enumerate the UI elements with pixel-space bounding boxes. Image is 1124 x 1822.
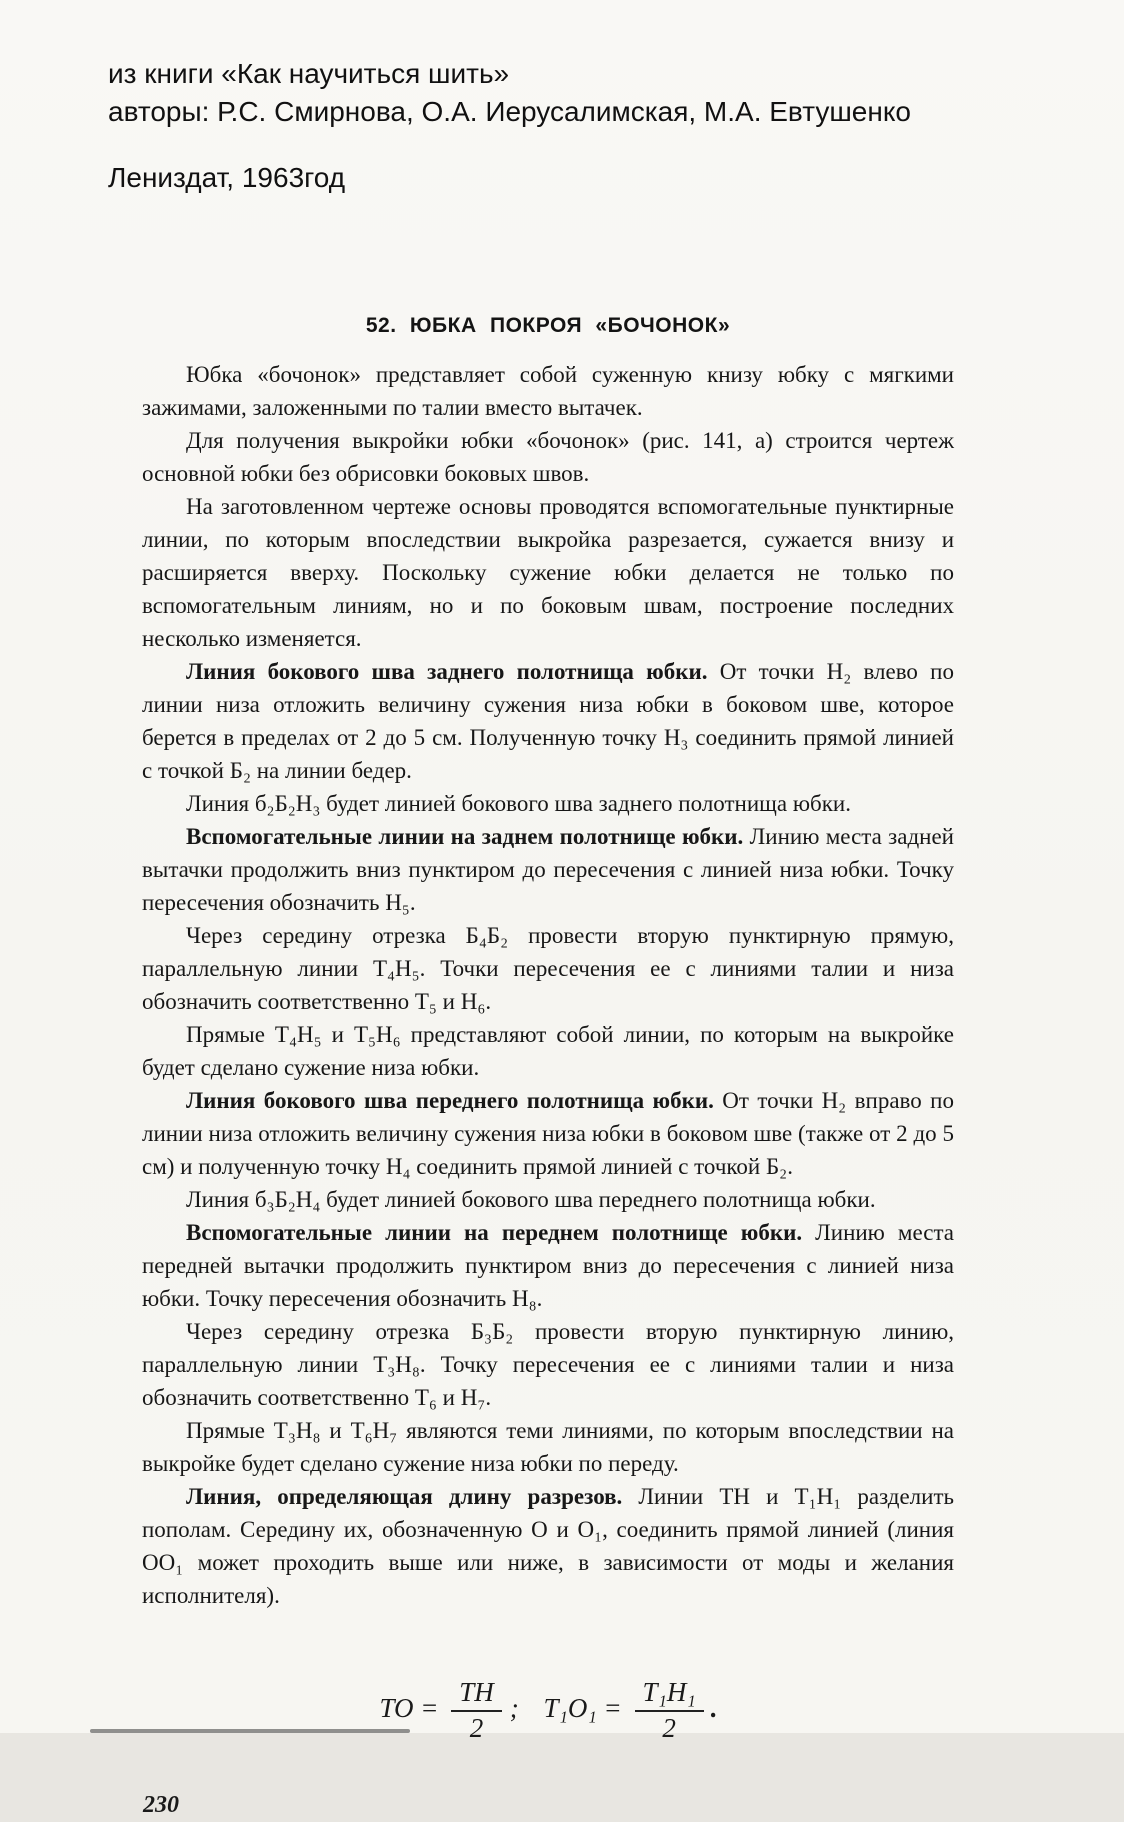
paragraph-text: От точки Н₂ влево по линии низа отложить величину сужения низа юбки в боковом шве, которое берется в пределах от 2 до 5 см. Полученную точку Н₃ соединить прямой линией с точкой Б₂ на линии бедер. [142,659,954,783]
page-number: 230 [143,1792,179,1819]
body-text [142,358,954,1612]
paragraph-text: Линию места задней вытачки продолжить вниз пунктиром до пересечения с линией низа юбки. Точку пересечения обозначить Н₅. [142,824,954,915]
formula-separator: ; [509,1692,519,1723]
paragraph-text: Линия б₂Б₂Н₃ будет линией бокового шва заднего полотнища юбки. [186,791,851,816]
source-annotation [108,55,1124,197]
paragraph [142,358,954,424]
paragraph-text: Через середину отрезка Б₄Б₂ провести вторую пунктирную прямую, параллельную линии Т₄Н₅. Точки пересечения ее с линиями талии и низа обозначить соответственно Т₅ и Н₆. [142,923,954,1014]
section-title: 52. ЮБКА ПОКРОЯ «БОЧОНОК» [365,314,731,337]
paragraph-text: От точки Н₂ вправо по линии низа отложить величину сужения низа юбки в боковом шве (также от 2 до 5 см) и полученную точку Н₄ соединить прямой линией с точкой Б₂. [142,1088,954,1179]
paragraph [142,820,954,919]
paragraph-text: Для получения выкройки юбки «бочонок» (рис. 141, а) строится чертеж основной юбки без обрисовки боковых швов. [142,428,954,486]
fraction-numerator: T₁H₁ [635,1678,704,1712]
paragraph [142,490,954,655]
fraction-denominator: 2 [662,1712,676,1743]
formula-lhs: T₁O₁ [543,1692,597,1723]
formula-lhs: TO [379,1692,414,1723]
paragraph-text: Через середину отрезка Б₃Б₂ провести вторую пунктирную линию, параллельную линии Т₃Н₈. Точку пересечения ее с линиями талии и низа обозначить соответственно Т₆ и Н₇. [142,1319,954,1410]
scan-artifact [90,1729,410,1733]
formula-end-dot: . [709,1692,717,1723]
paragraph-text: Прямые Т₄Н₅ и Т₅Н₆ представляют собой линии, по которым на выкройке будет сделано сужение низа юбки. [142,1022,954,1080]
fraction-numerator: TH [451,1678,502,1712]
paragraph [142,1315,954,1414]
formula-fraction [635,1678,704,1743]
formula-fraction [451,1678,502,1743]
paragraph [142,1216,954,1315]
paragraph [142,655,954,787]
paragraph-text: Линия б₃Б₂Н₄ будет линией бокового шва переднего полотнища юбки. [186,1187,876,1212]
paragraph [142,1084,954,1183]
paragraph [142,1414,954,1480]
paragraph [142,1018,954,1084]
paragraph-lead: Линия, определяющая длину разрезов. [186,1484,623,1509]
paragraph [142,424,954,490]
paragraph-lead: Вспомогательные линии на заднем полотнище юбки. [186,824,744,849]
paragraph-text: Прямые Т₃Н₈ и Т₆Н₇ являются теми линиями, по которым впоследствии на выкройке будет сделано сужение низа юбки по переду. [142,1418,954,1476]
paragraph-lead: Вспомогательные линии на переднем полотнище юбки. [186,1220,803,1245]
paragraph [142,919,954,1018]
paragraph-text: Линию места передней вытачки продолжить пунктиром вниз до пересечения с линией низа юбки. Точку пересечения обозначить Н₈. [142,1220,954,1311]
authors-line: авторы: Р.С. Смирнова, О.А. Иерусалимская, М.А. Евтушенко [108,96,911,127]
paragraph [142,1183,954,1216]
cut-length-formula [142,1678,954,1743]
paragraph [142,1480,954,1612]
book-source-line: из книги «Как научиться шить» [108,58,510,89]
page-content [142,309,954,1822]
fraction-denominator: 2 [469,1712,484,1743]
paragraph-text: На заготовленном чертеже основы проводятся вспомогательные пунктирные линии, по которым впоследствии выкройка разрезается, сужается внизу и расширяется вверху. Поскольку сужение юбки делается не только по вспомогательным линиям, но и по боковым швам, построение последних несколько изменяется. [142,494,954,651]
formula-equals: = [603,1692,622,1723]
formula-equals: = [420,1692,439,1723]
paragraph-text: Линии ТН и Т₁Н₁ разделить пополам. Середину их, обозначенную О и О₁, соединить прямой линией (линия ОО₁ может проходить выше или ниже, в зависимости от моды и желания исполнителя). [142,1484,954,1608]
paragraph-lead: Линия бокового шва переднего полотнища юбки. [186,1088,714,1113]
paragraph-text: Юбка «бочонок» представляет собой суженную книзу юбку с мягкими зажимами, заложенными по талии вместо вытачек. [142,362,954,420]
publisher-line: Лениздат, 1963год [108,162,346,193]
paragraph [142,787,954,820]
paragraph-lead: Линия бокового шва заднего полотнища юбки. [186,659,708,684]
